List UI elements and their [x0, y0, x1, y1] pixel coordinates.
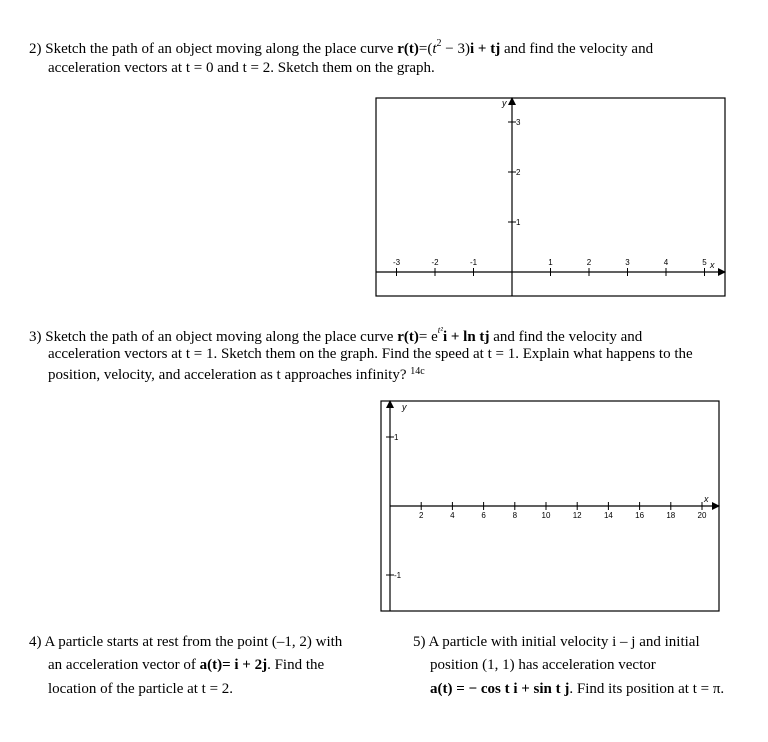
graph-1-y-label: y	[502, 98, 507, 108]
problem-4-formula: = i + 2j	[222, 657, 268, 673]
problem-2-rt: r(t)	[397, 41, 419, 57]
problem-3-line-2: acceleration vectors at t = 1. Sketch them on the graph. Find the speed at t = 1. Explain what happens to the	[48, 346, 693, 362]
graph-1-x-tick-label: 2	[586, 258, 592, 267]
problem-3-exp: t²	[437, 325, 443, 335]
graph-2-x-tick-label: 16	[635, 511, 645, 520]
problem-3-text-a: Sketch the path of an object moving along the place curve	[45, 329, 394, 345]
problem-3-line-3	[48, 362, 425, 385]
graph-1-x-tick-label: -2	[431, 258, 439, 267]
graph-2-x-tick-label: 6	[481, 511, 486, 520]
graph-2-x-tick-label: 14	[603, 511, 613, 520]
graph-2-x-tick-label: 8	[512, 511, 518, 520]
problem-2-i-part: i + t	[469, 41, 496, 57]
graph-2-x-arrow	[712, 502, 720, 510]
graph-2-x-label: x	[704, 494, 709, 504]
problem-4-text-2a: an acceleration vector of	[48, 657, 196, 673]
graph-2-x-tick-label: 20	[697, 511, 707, 520]
graph-1-x-arrow	[718, 268, 726, 276]
problem-3-eq: = e	[418, 329, 438, 345]
graph-2-x-tick-label: 2	[418, 511, 424, 520]
graph-1-frame	[376, 98, 725, 296]
problem-5-formula: a(t) = − cos t i + sin t j	[430, 681, 570, 697]
graph-2-y-tick-label: -1	[394, 571, 402, 580]
graph-1-x-tick-label: -1	[469, 258, 478, 267]
graph-1-y-arrow	[508, 97, 516, 105]
graph-1-x-tick-label: -3	[392, 258, 401, 267]
problem-4-at: a(t)	[199, 657, 223, 673]
problem-5-text-1: A particle with initial velocity i – j and initial	[428, 634, 700, 650]
problem-2-t: t	[432, 41, 437, 57]
graph-1-x-tick-label: 4	[663, 258, 669, 267]
graph-2-x-tick-label: 4	[450, 511, 455, 520]
graph-2-x-tick-label: 18	[666, 511, 676, 520]
problem-2-minus3: − 3	[445, 41, 465, 57]
graph-2-y-arrow	[386, 400, 394, 408]
problem-2-line-2: acceleration vectors at t = 0 and t = 2. Sketch them on the graph.	[48, 60, 435, 76]
problem-5-line-2: position (1, 1) has acceleration vector	[430, 657, 656, 673]
problem-5-line-3	[430, 679, 724, 699]
graph-2-y-label: y	[402, 402, 407, 412]
graph-2-x-tick-label: 12	[572, 511, 582, 520]
problem-3-tag: 14c	[410, 366, 425, 377]
problem-4-number: 4)	[29, 634, 42, 650]
problem-3-number: 3)	[29, 329, 42, 345]
graph-1-x-tick-label: 3	[625, 258, 630, 267]
graph-1-x-tick-label: 5	[702, 258, 707, 267]
graph-1-y-tick-label: 2	[516, 168, 521, 177]
problem-5-text-3b: . Find its position at t = π.	[569, 681, 725, 697]
graph-1-x-label: x	[710, 260, 715, 270]
problem-3-text-b: and find the velocity and	[493, 329, 643, 345]
problem-4-text-2c: . Find the	[267, 657, 325, 673]
graph-2-frame	[381, 401, 719, 611]
problem-2-eq: =	[418, 41, 428, 57]
graph-2-x-tick-label: 10	[541, 511, 551, 520]
graph-1-y-tick-label: 3	[516, 118, 521, 127]
problem-2-text-a: Sketch the path of an object moving along the place curve	[45, 41, 394, 57]
problem-3-j: j	[484, 329, 490, 345]
problem-4-line-1	[29, 632, 342, 652]
problem-2-text-b: and find the velocity and	[503, 41, 654, 57]
problem-3-line-3-text: position, velocity, and acceleration as t approaches infinity?	[48, 367, 407, 383]
problem-2-line-1: 2) Sketch the path of an object moving along the place curve $r(t)=(t^2 - 3)i$ + tj and find the velocity and	[29, 38, 654, 57]
problem-4-text-1: A particle starts at rest from the point (–1, 2) with	[44, 634, 343, 650]
problem-3-i-part: i + ln t	[442, 329, 485, 345]
problem-2-j: j	[495, 41, 501, 57]
graph-1-y-tick-label: 1	[516, 218, 521, 227]
graph-1-x-tick-label: 1	[548, 258, 553, 267]
problem-4-line-2	[48, 655, 324, 675]
problem-5-number: 5)	[413, 634, 426, 650]
problem-3-line-1	[29, 320, 642, 347]
problem-5-line-1	[413, 632, 700, 652]
graph-2-y-tick-label: 1	[394, 433, 399, 442]
problem-3-rt: r(t)	[397, 329, 419, 345]
problem-2-exp: 2	[436, 38, 442, 49]
problem-4-line-3: location of the particle at t = 2.	[48, 681, 234, 697]
problem-2-number: 2)	[29, 41, 42, 57]
